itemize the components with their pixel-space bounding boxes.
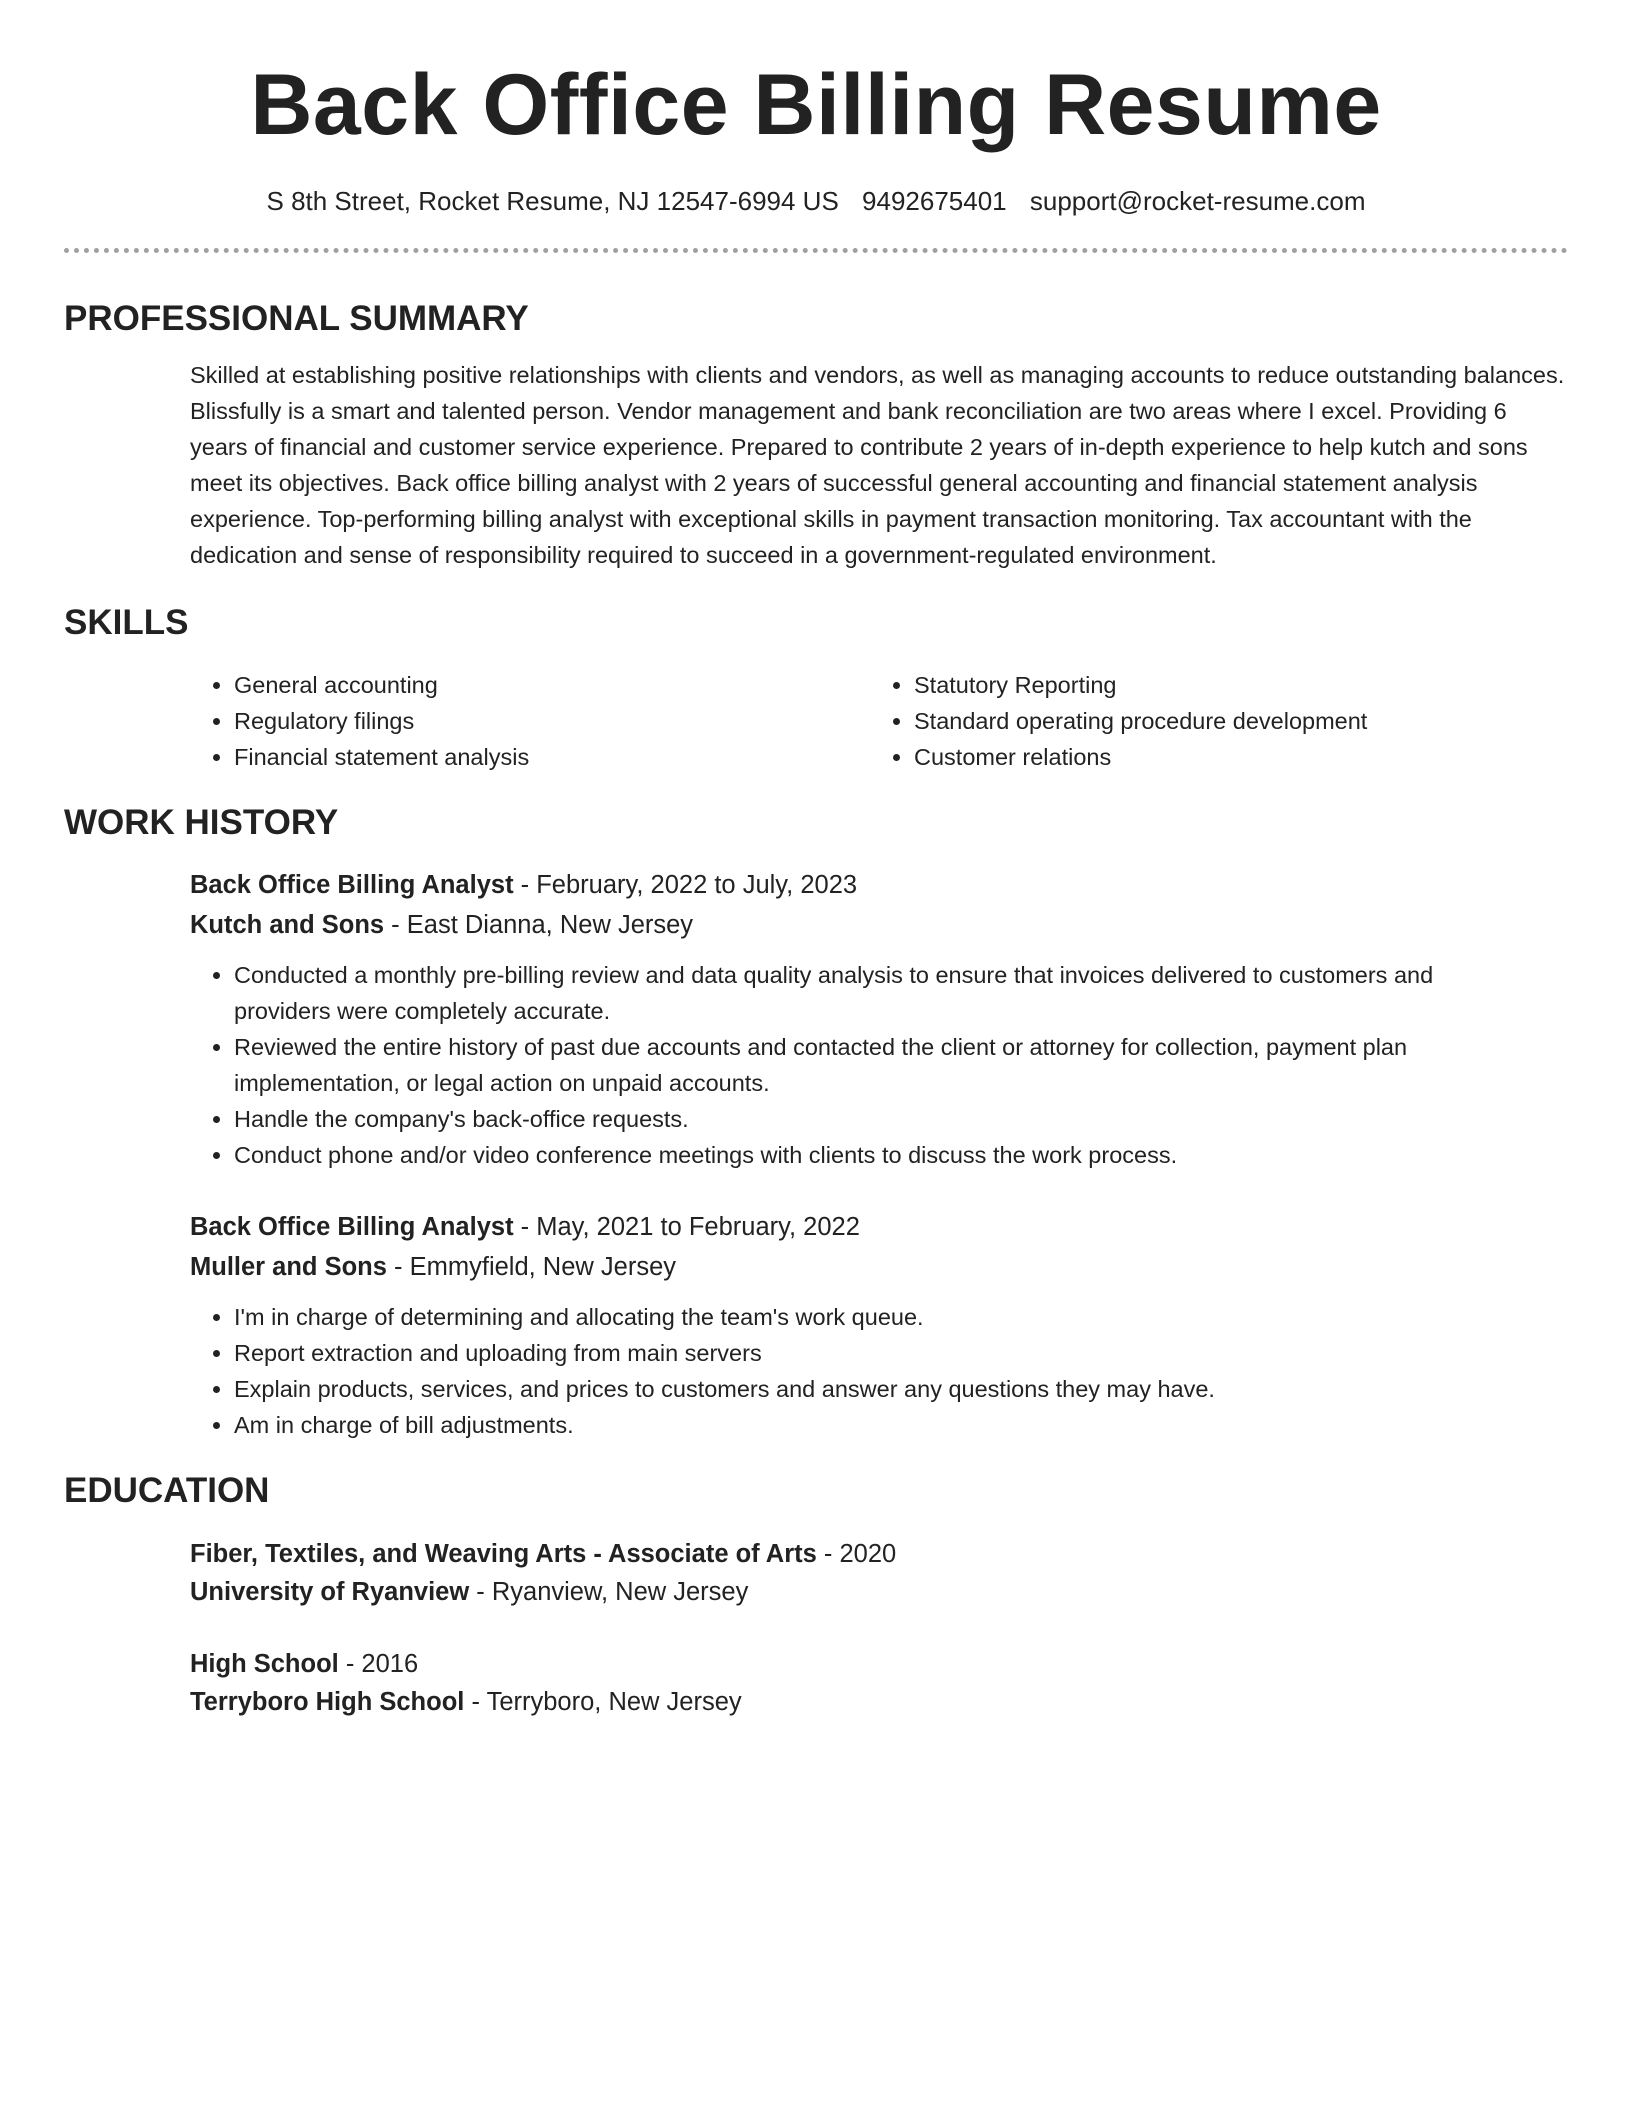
job-bullet: • Conducted a monthly pre-billing review and data quality analysis to ensure that invoices delivered to customers and providers were completely accurate. <box>234 957 1568 1029</box>
job-company: Kutch and Sons <box>190 911 385 939</box>
skill-item: • Financial statement analysis <box>234 739 870 775</box>
education-degree-line <box>190 1645 1568 1683</box>
education-school: Terryboro High School <box>190 1688 465 1716</box>
job-bullet: • Report extraction and uploading from main servers <box>234 1335 1568 1371</box>
education-school: University of Ryanview <box>190 1578 470 1606</box>
education-school-line <box>190 1683 1568 1721</box>
contact-phone: 9492675401 <box>862 186 1007 216</box>
education-degree: High School <box>190 1650 339 1678</box>
skill-item: • Customer relations <box>914 739 1367 775</box>
skills-list <box>190 667 1568 775</box>
job-title-line <box>190 1207 1568 1247</box>
education-heading: EDUCATION <box>64 1471 270 1510</box>
education-entry <box>190 1535 1568 1611</box>
education-year: - 2016 <box>338 1650 419 1678</box>
resume-title: Back Office Billing Resume <box>250 57 1382 153</box>
job-title: Back Office Billing Analyst <box>190 871 514 899</box>
education-entry <box>190 1645 1568 1721</box>
job-company-line <box>190 1247 1568 1287</box>
job-company-line <box>190 905 1568 945</box>
education-degree: Fiber, Textiles, and Weaving Arts - Associate of Arts <box>190 1540 817 1568</box>
job-bullet: • Reviewed the entire history of past due accounts and contacted the client or attorney for collection, payment plan implementation, or legal action on unpaid accounts. <box>234 1029 1568 1101</box>
skill-item: • Standard operating procedure development <box>914 703 1367 739</box>
education-year: - 2020 <box>816 1540 897 1568</box>
job-company: Muller and Sons <box>190 1253 387 1281</box>
job-location: - Emmyfield, New Jersey <box>386 1253 677 1281</box>
job-bullet: • I'm in charge of determining and allocating the team's work queue. <box>234 1299 1568 1335</box>
job-title: Back Office Billing Analyst <box>190 1213 514 1241</box>
skills-column-right <box>870 667 1367 775</box>
education-location: - Ryanview, New Jersey <box>469 1578 749 1606</box>
skills-column-left <box>190 667 870 775</box>
job-bullet: • Conduct phone and/or video conference meetings with clients to discuss the work process. <box>234 1137 1568 1173</box>
job-location: - East Dianna, New Jersey <box>384 911 694 939</box>
job-bullets <box>190 957 1568 1173</box>
contact-email: support@rocket-resume.com <box>1029 186 1366 216</box>
header-divider <box>64 248 1568 253</box>
skill-item: • General accounting <box>234 667 870 703</box>
job-dates: - February, 2022 to July, 2023 <box>513 871 858 899</box>
skill-item: • Statutory Reporting <box>914 667 1367 703</box>
summary-text: Skilled at establishing positive relationships with clients and vendors, as well as managing accounts to reduce outstanding balances. Blissfully is a smart and talented person. Vendor management and bank reconciliation are two areas where I excel. Providing 6 years of financial and customer service experience. Prepared to contribute 2 years of in-depth experience to help kutch and sons meet its objectives. Back office billing analyst with 2 years of successful general accounting and financial statement analysis experience. Top-performing billing analyst with exceptional skills in payment transaction monitoring. Tax accountant with the dedication and sense of responsibility required to succeed in a government-regulated environment. <box>190 362 1565 568</box>
job-title-line <box>190 865 1568 905</box>
job-entry <box>190 865 1568 1173</box>
work-history-heading: WORK HISTORY <box>64 803 339 842</box>
contact-address: S 8th Street, Rocket Resume, NJ 12547-6994 US <box>266 186 839 216</box>
job-dates: - May, 2021 to February, 2022 <box>513 1213 860 1241</box>
job-entry <box>190 1207 1568 1443</box>
job-bullet: • Handle the company's back-office requests. <box>234 1101 1568 1137</box>
education-degree-line <box>190 1535 1568 1573</box>
job-bullet: • Am in charge of bill adjustments. <box>234 1407 1568 1443</box>
job-bullet: • Explain products, services, and prices to customers and answer any questions they may have. <box>234 1371 1568 1407</box>
job-bullets <box>190 1299 1568 1443</box>
skill-item: • Regulatory filings <box>234 703 870 739</box>
skills-heading: SKILLS <box>64 603 189 642</box>
contact-line <box>64 184 1568 218</box>
education-location: - Terryboro, New Jersey <box>464 1688 742 1716</box>
education-school-line <box>190 1573 1568 1611</box>
summary-heading: PROFESSIONAL SUMMARY <box>64 299 529 338</box>
